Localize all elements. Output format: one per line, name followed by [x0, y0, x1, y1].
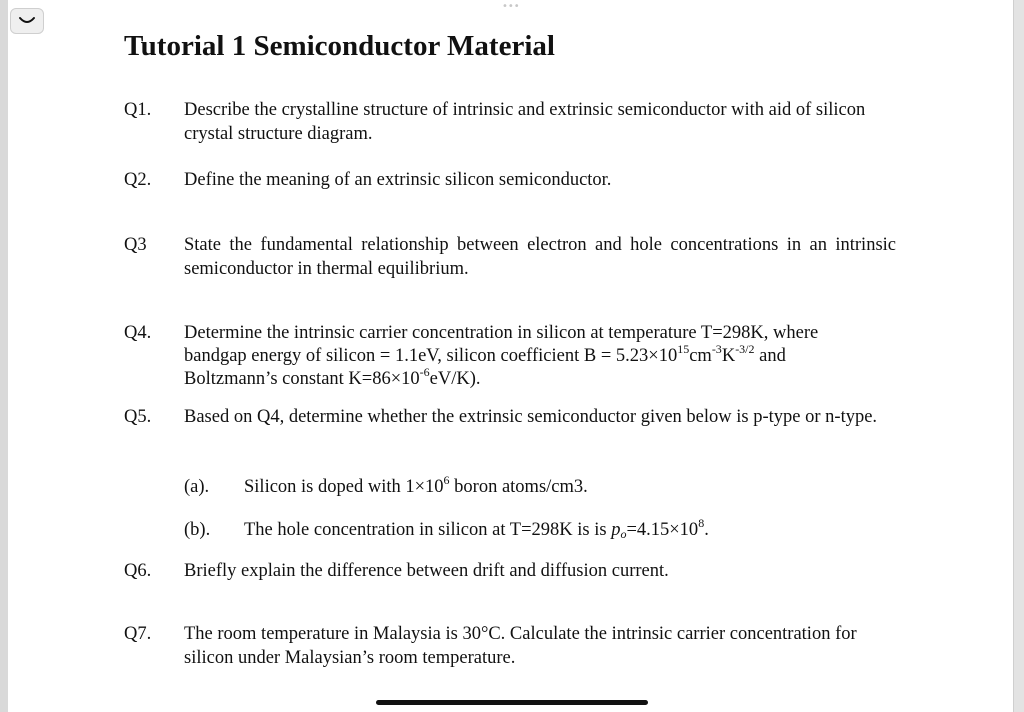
question-number: Q6. [124, 561, 152, 581]
question-number: Q2. [124, 170, 152, 190]
page-title: Tutorial 1 Semiconductor Material [124, 30, 555, 62]
question-4-line-2: bandgap energy of silicon = 1.1eV, silicon coefficient $B = 5.23\times 10^{15}cm^{-3}K^{-3/2}$ and [184, 342, 786, 366]
subquestion-text: Silicon is doped with $1\times 10^6$ boron atoms/cm3. [244, 473, 588, 497]
subquestion-label: (a). [184, 477, 210, 497]
question-4-line-1: Determine the intrinsic carrier concentration in silicon at temperature T=298K, where [184, 323, 819, 343]
subquestion-text: The hole concentration in silicon at T=298K is is $p_o=4.15\times 10^8$. [244, 516, 709, 541]
question-number: Q1. [124, 100, 152, 120]
home-indicator[interactable] [376, 700, 648, 705]
question-text [184, 322, 896, 391]
scrollbar[interactable] [1013, 0, 1024, 712]
subquestion-label: (b). [184, 520, 211, 540]
question-number: Q3 [124, 235, 147, 255]
question-text: Define the meaning of an extrinsic silicon semiconductor. [184, 170, 612, 190]
question-text: State the fundamental relationship between electron and hole concentrations in an intrinsic semiconductor in thermal equilibrium. [184, 235, 896, 279]
question-text: The room temperature in Malaysia is 30°C. Calculate the intrinsic carrier concentration for silicon under Malaysian’s room temperature. [184, 624, 857, 668]
question-number: Q7. [124, 624, 152, 644]
question-4-line-3: Boltzmann’s constant $K=86\times 10^{-6}eV/K$). [184, 365, 481, 389]
question-number: Q5. [124, 407, 152, 427]
collapse-button[interactable] [10, 8, 44, 34]
left-edge-bar [0, 0, 8, 712]
question-text: Based on Q4, determine whether the extrinsic semiconductor given below is p-type or n-type. [184, 407, 878, 427]
question-number: Q4. [124, 323, 152, 343]
chevron-down-icon [18, 16, 36, 26]
question-text: Briefly explain the difference between drift and diffusion current. [184, 561, 669, 581]
question-text: Describe the crystalline structure of intrinsic and extrinsic semiconductor with aid of silicon crystal structure diagram. [184, 100, 866, 144]
more-dots-icon[interactable]: ••• [502, 1, 520, 12]
